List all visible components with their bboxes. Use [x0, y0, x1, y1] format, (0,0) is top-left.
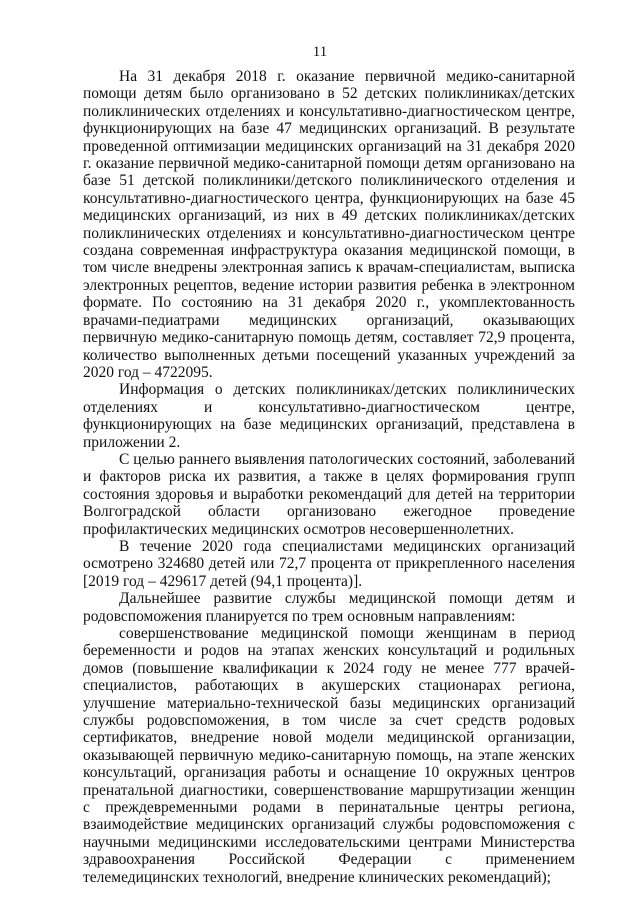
paragraph-appendix-reference: Информация о детских поликлиниках/детских поликлинических отделениях и консультативно-диагностическом центре, функционирующих на базе медицинских организаций, представлена в приложении 2. [83, 381, 575, 451]
paragraph-maternal-care: совершенствование медицинской помощи женщинам в период беременности и родов на этапах женских консультаций и родильных домов (повышение квалификации к 2024 году не менее 777 врачей-специалистов, работающих в акушерских стационарах региона, улучшение материально-технической базы медицинских организаций службы родовспоможения, в том числе за счет средств родовых сертификатов, внедрение новой модели медицинской организации, оказывающей первичную медико-санитарную помощь, на этапе женских консультаций, организация работы и оснащение 10 окружных центров пренатальной диагностики, совершенствование маршрутизации женщин с преждевременными родами в перинатальные центры региона, взаимодействие медицинских организаций службы родовспоможения с научными медицинскими исследовательскими центрами Министерства здравоохранения Российской Федерации с применением телемедицинских технологий, внедрение клинических рекомендаций); [83, 625, 575, 886]
paragraph-exam-statistics: В течение 2020 года специалистами медицинских организаций осмотрено 324680 детей или 72,7 процента от прикрепленного населения [2019 год – 429617 детей (94,1 процента)]. [83, 537, 575, 590]
paragraph-healthcare-overview: На 31 декабря 2018 г. оказание первичной медико-санитарной помощи детям было организовано в 52 детских поликлиниках/детских поликлинических отделениях и консультативно-диагностическом центре, функционирующих на базе 47 медицинских организаций. В результате проведенной оптимизации медицинских организаций на 31 декабря 2020 г. оказание первичной медико-санитарной помощи детям организовано на базе 51 детской поликлиники/детского поликлинического отделения и консультативно-диагностического центра, функционирующих на базе 45 медицинских организаций, из них в 49 детских поликлиниках/детских поликлинических отделениях и консультативно-диагностическом центре создана современная инфраструктура оказания медицинской помощи, в том числе внедрены электронная запись к врачам-специалистам, выписка электронных рецептов, ведение истории развития ребенка в электронном формате. По состоянию на 31 декабря 2020 г., укомплектованность врачами-педиатрами медицинских организаций, оказывающих первичную медико-санитарную помощь детям, составляет 72,9 процента, количество выполненных детьми посещений указанных учреждений за 2020 год – 4722095. [83, 68, 575, 381]
paragraph-preventive-exams: С целью раннего выявления патологических состояний, заболеваний и факторов риска их развития, а также в целях формирования групп состояния здоровья и выработки рекомендаций для детей на территории Волгоградской области организовано ежегодное проведение профилактических медицинских осмотров несовершеннолетних. [83, 450, 575, 538]
page-number: 11 [312, 44, 328, 60]
paragraph-development-directions: Дальнейшее развитие службы медицинской помощи детям и родовспоможения планируется по трем основным направлениям: [83, 590, 575, 625]
document-body [83, 68, 575, 886]
